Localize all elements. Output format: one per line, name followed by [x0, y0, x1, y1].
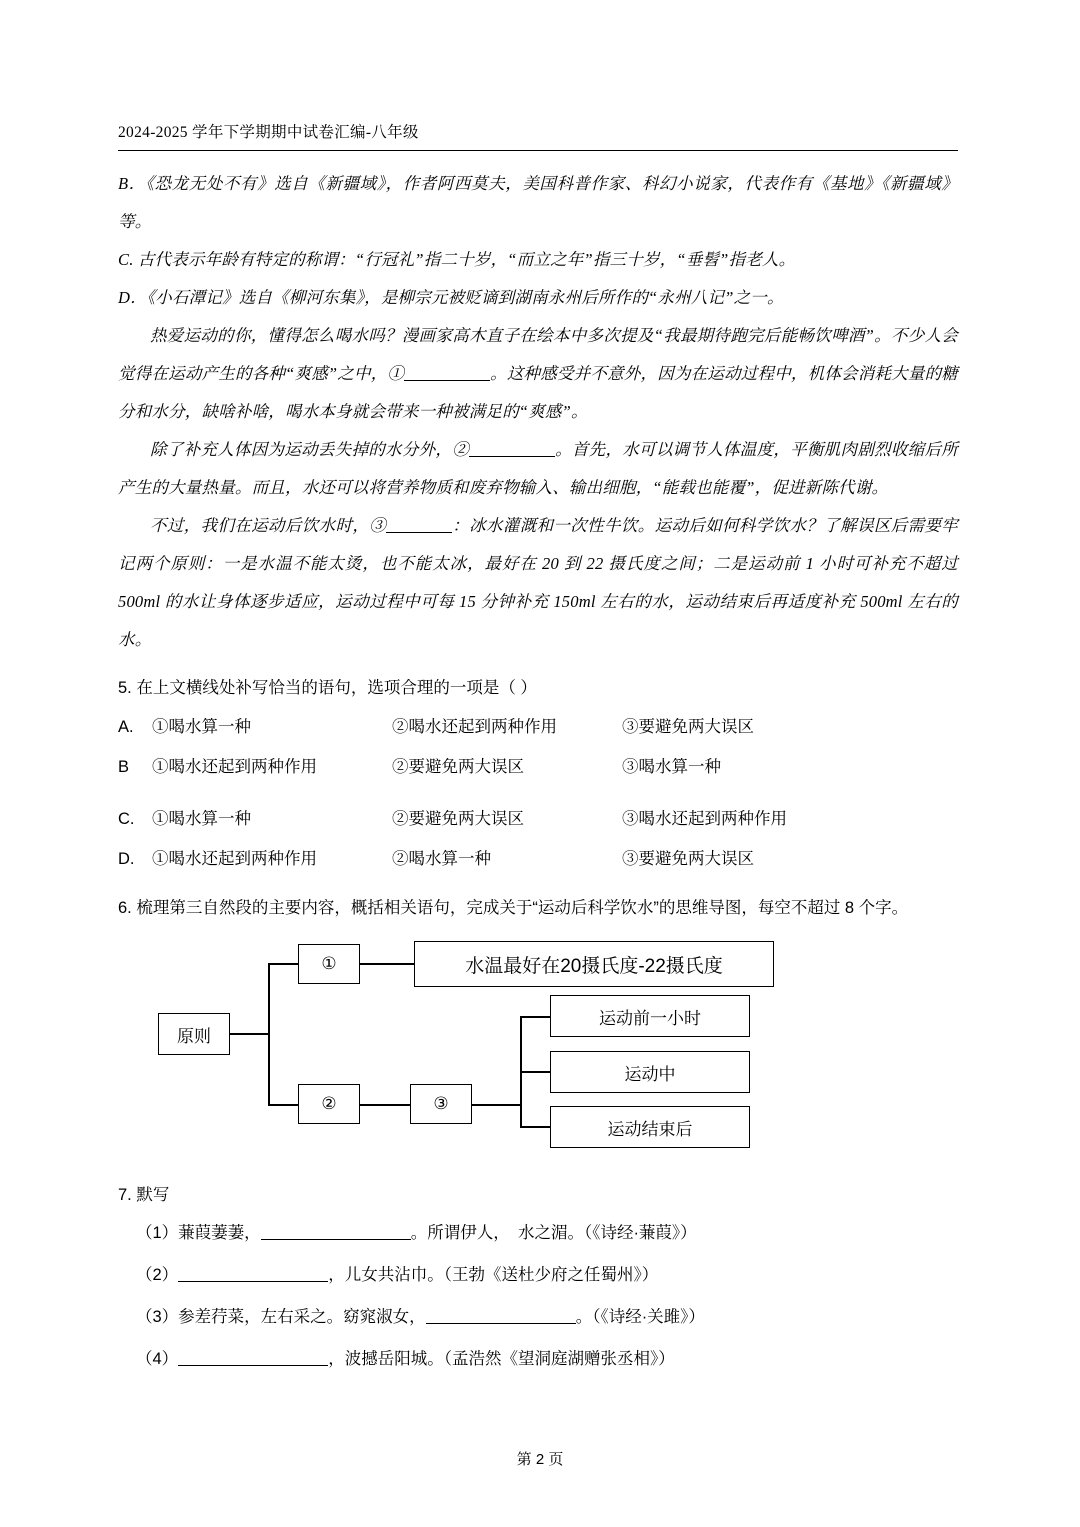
option-part-3: ③喝水算一种 — [622, 758, 721, 776]
diagram-connector — [360, 1104, 410, 1106]
question-5-option-d[interactable] — [118, 839, 958, 879]
diagram-leaf-1: 运动前一小时 — [550, 995, 750, 1037]
question-5-option-b[interactable] — [118, 747, 958, 787]
diagram-connector — [230, 1033, 268, 1035]
option-label: C. — [118, 810, 135, 828]
question-7 — [118, 1178, 958, 1380]
answer-blank — [178, 1265, 328, 1283]
question-7-item-4 — [118, 1338, 958, 1380]
question-6 — [118, 889, 958, 1156]
item-suffix: ，儿女共沾巾。（王勃《送杜少府之任蜀州》） — [328, 1266, 659, 1284]
option-label: A. — [118, 718, 134, 736]
answer-blank — [261, 1223, 411, 1241]
diagram-root-node: 原则 — [158, 1013, 230, 1055]
item-suffix: ，波撼岳阳城。（孟浩然《望洞庭湖赠张丞相》） — [328, 1350, 675, 1368]
passage-p3-part-a: 不过，我们在运动后饮水时，③ — [150, 516, 387, 535]
option-part-2: ②喝水还起到两种作用 — [392, 718, 557, 736]
page-footer: 第 2 页 — [516, 1451, 564, 1468]
option-b: B．《恐龙无处不有》选自《新疆域》，作者阿西莫夫，美国科普作家、科幻小说家，代表作有《基地》《新疆域》等。 — [118, 174, 958, 231]
passage-p1-part-a: 热爱运动的你，懂得怎么喝水吗？漫画家高木直子在绘本中多次提及“我最期待跑完后能畅饮啤酒”。不少人会觉得在运动产生的各种“爽感”之中，① — [118, 326, 958, 383]
question-7-item-3 — [118, 1296, 958, 1338]
option-part-1: ①喝水还起到两种作用 — [152, 850, 317, 868]
diagram-connector — [268, 963, 270, 1105]
diagram-leaf-2: 运动中 — [550, 1051, 750, 1093]
question-5 — [118, 669, 958, 879]
option-part-3: ③要避免两大误区 — [622, 718, 754, 736]
option-part-3: ③要避免两大误区 — [622, 850, 754, 868]
option-part-3: ③喝水还起到两种作用 — [622, 810, 787, 828]
passage-paragraph-2 — [118, 431, 958, 507]
diagram-connector — [472, 1104, 520, 1106]
answer-blank — [178, 1349, 328, 1367]
passage-p3-part-b: ：冰水灌溉和一次性牛饮。运动后如何科学饮水？了解误区后需要牢记两个原则：一是水温不能太烫，也不能太冰，最好在 20 到 22 摄氏度之间；二是运动前 1 小时可补充不超过 500ml 的水让身体逐步适应，运动过程中可每 15 分钟补充 150ml 左右的水，运动结束后再适度补充 500ml 左右的水。 — [118, 516, 958, 649]
option-part-2: ②要避免两大误区 — [392, 810, 524, 828]
diagram-connector — [520, 1071, 550, 1073]
item-prefix: （1）蒹葭萋萋， — [136, 1224, 261, 1242]
option-part-2: ②喝水算一种 — [392, 850, 491, 868]
passage-paragraph-3 — [118, 507, 958, 659]
passage-p2-part-a: 除了补充人体因为运动丢失掉的水分外，② — [150, 440, 470, 459]
diagram-node-1: ① — [298, 944, 360, 984]
options-block — [118, 151, 958, 317]
diagram-connector — [520, 1016, 550, 1018]
answer-blank — [426, 1307, 576, 1325]
diagram-leaf-3: 运动结束后 — [550, 1106, 750, 1148]
diagram-node-2: ② — [298, 1084, 360, 1124]
passage-block — [118, 317, 958, 659]
option-label: B — [118, 758, 130, 776]
page-header: 2024-2025 学年下学期期中试卷汇编-八年级 — [118, 120, 958, 151]
diagram-connector — [520, 1126, 550, 1128]
option-d: D．《小石潭记》选自《柳河东集》，是柳宗元被贬谪到湖南永州后所作的“永州八记”之一。 — [118, 288, 784, 307]
diagram-connector — [268, 963, 298, 965]
diagram-connector — [268, 1104, 298, 1106]
option-c: C. 古代表示年龄有特定的称谓：“行冠礼”指二十岁，“而立之年”指三十岁，“垂髫”指老人。 — [118, 250, 796, 269]
item-suffix: 。所谓伊人， 水之湄。（《诗经·蒹葭》） — [410, 1224, 697, 1242]
option-part-1: ①喝水算一种 — [152, 718, 251, 736]
passage-paragraph-1 — [118, 317, 958, 431]
question-7-item-2 — [118, 1254, 958, 1296]
answer-blank-1 — [404, 364, 490, 382]
option-part-2: ②要避免两大误区 — [392, 758, 524, 776]
diagram-node-1-value: 水温最好在20摄氏度-22摄氏度 — [414, 941, 774, 987]
option-part-1: ①喝水还起到两种作用 — [152, 758, 317, 776]
diagram-node-3: ③ — [410, 1084, 472, 1124]
question-5-stem: 5. 在上文横线处补写恰当的语句，选项合理的一项是（ ） — [118, 679, 537, 697]
question-7-stem: 7. 默写 — [118, 1186, 170, 1204]
answer-blank-2 — [469, 440, 555, 458]
passage-p2-part-b: 。首先，水可以调节人体温度，平衡肌肉剧烈收缩后所产生的大量热量。而且，水还可以将营养物质和废弃物输入、输出细胞，“能载也能覆”，促进新陈代谢。 — [118, 440, 958, 497]
diagram-connector — [360, 963, 414, 965]
page-content — [118, 120, 958, 1380]
mind-map-diagram — [158, 941, 918, 1156]
answer-blank-3 — [386, 516, 452, 534]
item-prefix: （4） — [136, 1350, 179, 1368]
option-label: D. — [118, 850, 135, 868]
item-suffix: 。（《诗经·关雎》） — [575, 1308, 705, 1326]
question-7-item-1 — [118, 1212, 958, 1254]
question-5-option-a[interactable] — [118, 707, 958, 747]
passage-p1-part-b: 。这种感受并不意外，因为在运动过程中，机体会消耗大量的糖分和水分，缺啥补啥，喝水本身就会带来一种被满足的“爽感”。 — [118, 364, 958, 421]
item-prefix: （3）参差荇菜，左右采之。窈窕淑女， — [136, 1308, 426, 1326]
question-5-option-c[interactable] — [118, 799, 958, 839]
option-part-1: ①喝水算一种 — [152, 810, 251, 828]
item-prefix: （2） — [136, 1266, 179, 1284]
question-6-stem: 6. 梳理第三自然段的主要内容，概括相关语句，完成关于“运动后科学饮水”的思维导图，每空不超过 8 个字。 — [118, 899, 909, 917]
